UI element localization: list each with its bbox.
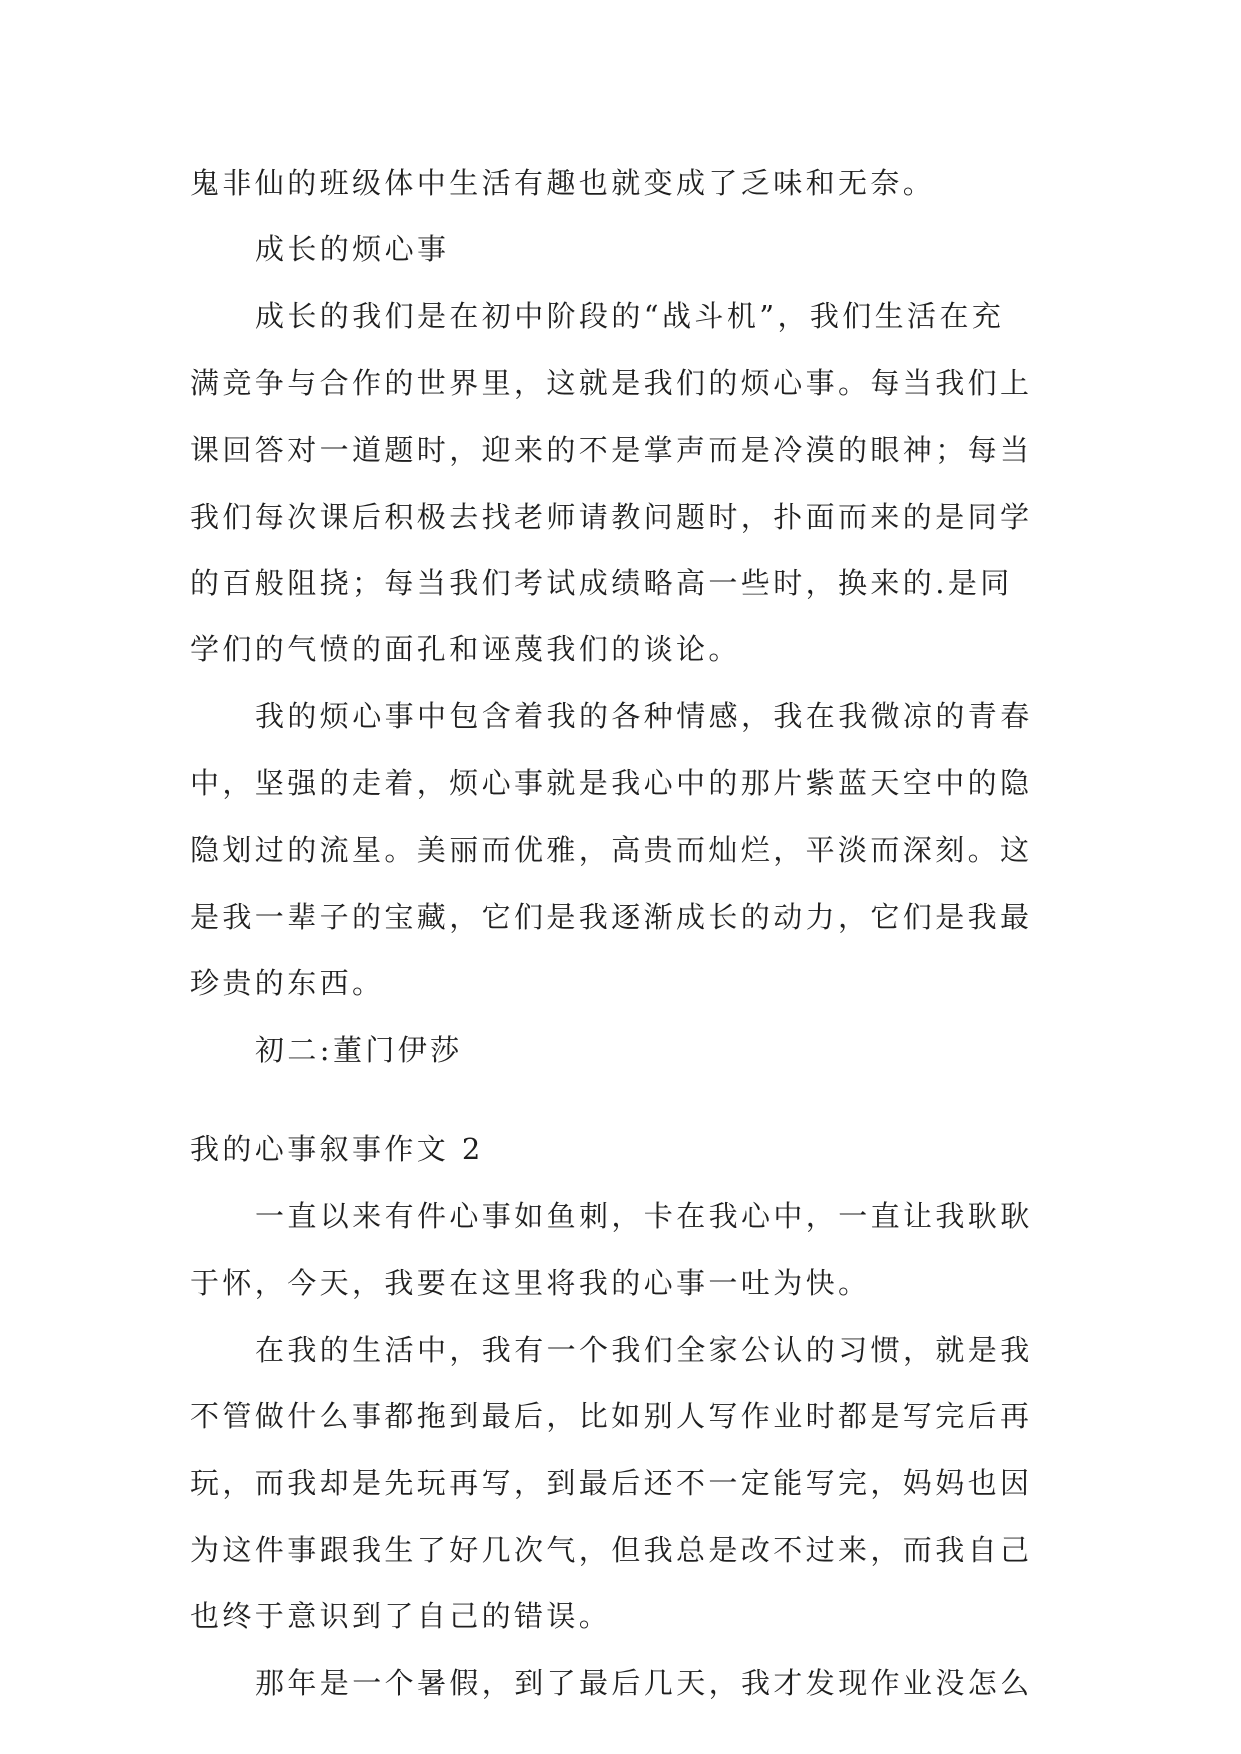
paragraph-line: 于怀，今天，我要在这里将我的心事一吐为快。: [190, 1266, 871, 1300]
paragraph-line: 是我一辈子的宝藏，它们是我逐渐成长的动力，它们是我最: [190, 900, 1033, 934]
paragraph-line: 在我的生活中，我有一个我们全家公认的习惯，就是我: [255, 1333, 1033, 1367]
paragraph-line: 那年是一个暑假，到了最后几天，我才发现作业没怎么: [255, 1666, 1033, 1700]
paragraph-line: 不管做什么事都拖到最后，比如别人写作业时都是写完后再: [190, 1399, 1033, 1433]
paragraph-line: 满竞争与合作的世界里，这就是我们的烦心事。每当我们上: [190, 366, 1033, 400]
section-heading: 成长的烦心事: [255, 232, 450, 266]
paragraph-line: 为这件事跟我生了好几次气，但我总是改不过来，而我自己: [190, 1533, 1033, 1567]
paragraph-line: 成长的我们是在初中阶段的“战斗机”，我们生活在充: [255, 299, 1005, 333]
paragraph-line: 一直以来有件心事如鱼刺，卡在我心中，一直让我耿耿: [255, 1199, 1033, 1233]
paragraph-line: 也终于意识到了自己的错误。: [190, 1599, 612, 1633]
paragraph-line: 学们的气愤的面孔和诬蔑我们的谈论。: [190, 632, 741, 666]
paragraph-line: 我的烦心事中包含着我的各种情感，我在我微凉的青春: [255, 699, 1033, 733]
paragraph-line: 的百般阻挠；每当我们考试成绩略高一些时，换来的.是同: [190, 566, 1013, 600]
paragraph-line: 鬼非仙的班级体中生活有趣也就变成了乏味和无奈。: [190, 166, 936, 200]
paragraph-line: 珍贵的东西。: [190, 966, 385, 1000]
paragraph-line: 隐划过的流星。美丽而优雅，高贵而灿烂，平淡而深刻。这: [190, 833, 1033, 867]
author-line: 初二:董门伊莎: [255, 1033, 463, 1067]
essay-title: 我的心事叙事作文 2: [190, 1132, 484, 1166]
paragraph-line: 我们每次课后积极去找老师请教问题时，扑面而来的是同学: [190, 500, 1033, 534]
paragraph-line: 中，坚强的走着，烦心事就是我心中的那片紫蓝天空中的隐: [190, 766, 1033, 800]
paragraph-line: 玩，而我却是先玩再写，到最后还不一定能写完，妈妈也因: [190, 1466, 1033, 1500]
paragraph-line: 课回答对一道题时，迎来的不是掌声而是冷漠的眼神；每当: [190, 433, 1033, 467]
